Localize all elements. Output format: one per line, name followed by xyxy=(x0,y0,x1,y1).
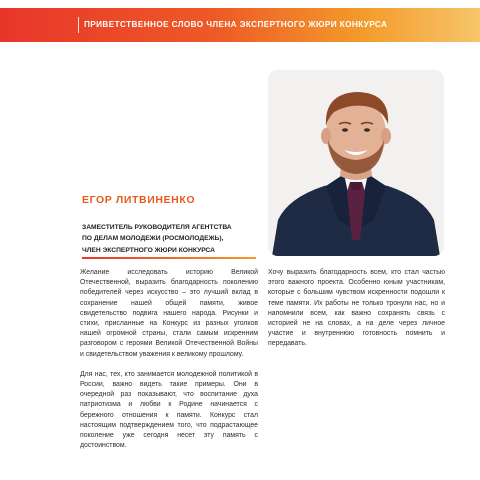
header-separator xyxy=(78,17,79,33)
body-column-left xyxy=(80,268,258,451)
portrait-photo xyxy=(268,70,444,256)
body-paragraph: Желание исследовать историю Великой Отечественной, выразить благодарность поколению победителей через искусство – это лучший вклад в сохранение нашей общей памяти, живое свидетельство подвига нашего народа. Рисунки и стихи, присланные на Конкурс из разных уголков нашей огромной страны, стали самым искренним разговором с героями Великой Отечественной Войны и свидетельством уважения к великому прошлому. xyxy=(80,269,258,358)
page-title: ПРИВЕТСТВЕННОЕ СЛОВО ЧЛЕНА ЭКСПЕРТНОГО ЖЮРИ КОНКУРСА xyxy=(84,20,388,29)
role-line: ЧЛЕН ЭКСПЕРТНОГО ЖЮРИ КОНКУРСА xyxy=(82,246,216,254)
person-name: ЕГОР ЛИТВИНЕНКО xyxy=(82,194,196,206)
portrait-illustration xyxy=(268,70,444,256)
role-line: ЗАМЕСТИТЕЛЬ РУКОВОДИТЕЛЯ АГЕНТСТВА xyxy=(82,224,232,231)
header-banner xyxy=(0,8,480,42)
body-paragraph: Хочу выразить благодарность всем, кто стал частью этого важного проекта. Особенно юным участникам, которые с большим чувством искренности подошли к теме памяти. Их работы не только тронули нас, но и напомнили всем, как важно сохранять связь с историей не на словах, а на деле через личное участие и внутреннюю готовность помнить и передавать. xyxy=(268,269,445,348)
body-column-right xyxy=(268,268,445,350)
role-line: ПО ДЕЛАМ МОЛОДЕЖИ (РОСМОЛОДЕЖЬ), xyxy=(82,235,224,243)
accent-divider xyxy=(82,257,256,259)
body-paragraph: Для нас, тех, кто занимается молодежной политикой в России, важно видеть такие примеры. Они в очередной раз показывают, что воспитание духа патриотизма и любви к Родине начинается с бережного отношения к памяти. Конкурс стал настоящим подтверждением того, что подрастающее поколение уже сегодня несет эту память с достоинством. xyxy=(80,370,258,450)
person-role xyxy=(82,222,258,256)
